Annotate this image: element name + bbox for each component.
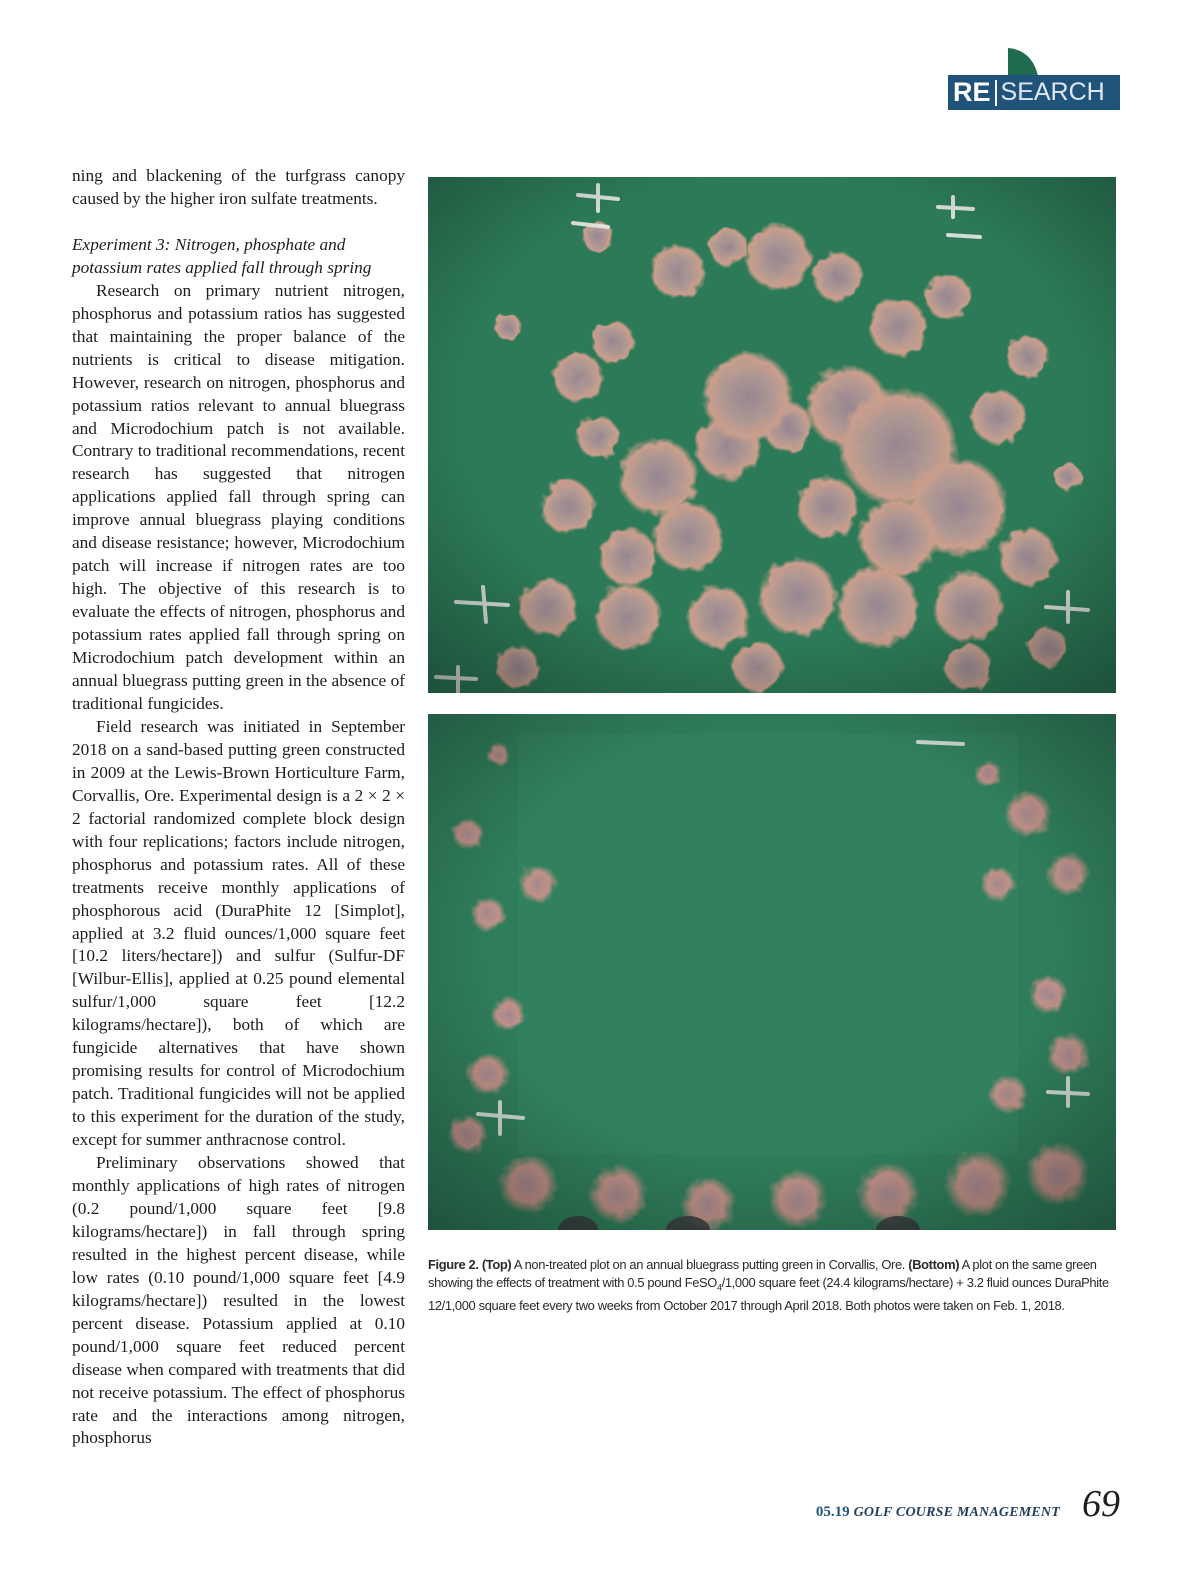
page-number: 69 xyxy=(1082,1483,1120,1525)
paragraph-research-background: Research on primary nutrient nitrogen, phosphorus and potassium ratios has suggested that maintaining the proper balance of the nutrients is critical to disease mitigation. However, research on nitrogen, phosphorus and potassium ratios relevant to annual bluegrass and Microdochium patch is not available. Contrary to traditional recommendations, recent research has suggested that nitrogen applications applied fall through spring can improve annual bluegrass playing conditions and disease resistance; however, Microdochium patch will increase if nitrogen rates are too high. The objective of this research is to evaluate the effects of nitrogen, phosphorus and potassium rates applied fall through spring on Microdochium patch development within an annual bluegrass putting green in the absence of traditional fungicides. xyxy=(72,280,405,713)
caption-figure-label: Figure 2. xyxy=(428,1257,479,1272)
section-subhead: Experiment 3: Nitrogen, phosphate and potassium rates applied fall through spring xyxy=(72,234,372,277)
footer-issue-date: 05.19 xyxy=(815,1504,850,1520)
logo-divider xyxy=(995,80,997,106)
article-column xyxy=(72,165,405,1450)
paragraph-preliminary-observations: Preliminary observations showed that monthly applications of high rates of nitrogen (0.2 pound/1,000 square feet [9.8 kilograms/hectare]) in fall through spring resulted in the highest percent disease, while low rates (0.10 pound/1,000 square feet [4.9 kilograms/hectare]) resulted in the lowest percent disease. Potassium applied at 0.10 pound/1,000 square feet reduced percent disease when compared with treatments that did not receive potassium. The effect of phosphorus rate and the interactions among nitrogen, phosphorus xyxy=(72,1153,405,1448)
logo-banner xyxy=(948,75,1120,110)
paragraph-field-research: Field research was initiated in September 2018 on a sand-based putting green constructed in 2009 at the Lewis-Brown Horticulture Farm, Corvallis, Ore. Experimental design is a 2 × 2 × 2 factorial randomized complete block design with four replications; factors include nitrogen, phosphorus and potassium rates. All of these treatments receive monthly applications of phosphorous acid (DuraPhite 12 [Simplot], applied at 3.2 fluid ounces/1,000 square feet [10.2 liters/hectare]) and sulfur (Sulfur-DF [Wilbur-Ellis], applied at 0.25 pound elemental sulfur/1,000 square feet [12.2 kilograms/hectare]), both of which are fungicide alternatives that have shown promising results for control of Microdochium patch. Traditional fungicides will not be applied to this experiment for the duration of the study, except for summer anthracnose control. xyxy=(72,716,405,1150)
figure-caption xyxy=(428,1256,1118,1314)
footer-magazine-name: GOLF COURSE MANAGEMENT xyxy=(853,1505,1060,1520)
caption-bottom-text-a: A plot on the same green showing the effects of treatment with 0.5 pound FeSO xyxy=(428,1257,1097,1290)
caption-top-label: (Top) xyxy=(481,1257,512,1272)
caption-subscript: 4 xyxy=(716,1282,722,1293)
photo-non-treated-plot xyxy=(428,177,1116,693)
page-footer xyxy=(816,1482,1120,1526)
caption-top-text: A non-treated plot on an annual bluegrass putting green in Corvallis, Ore. xyxy=(511,1257,909,1272)
logo-search-text: SEARCH xyxy=(1000,78,1105,106)
flag-icon xyxy=(1006,48,1038,76)
photo-treated-plot xyxy=(428,714,1116,1230)
caption-bottom-label: (Bottom) xyxy=(908,1257,960,1272)
research-logo xyxy=(948,48,1120,110)
paragraph-continuation: ning and blackening of the turfgrass canopy caused by the higher iron sulfate treatments. xyxy=(72,166,405,208)
logo-re-text: RE xyxy=(953,77,991,107)
caption-bottom-text-b: /1,000 square feet (24.4 kilograms/hectare) + 3.2 fluid ounces DuraPhite 12/1,000 square feet every two weeks from October 2017 through April 2018. Both photos were taken on Feb. 1, 2018. xyxy=(428,1274,1109,1313)
